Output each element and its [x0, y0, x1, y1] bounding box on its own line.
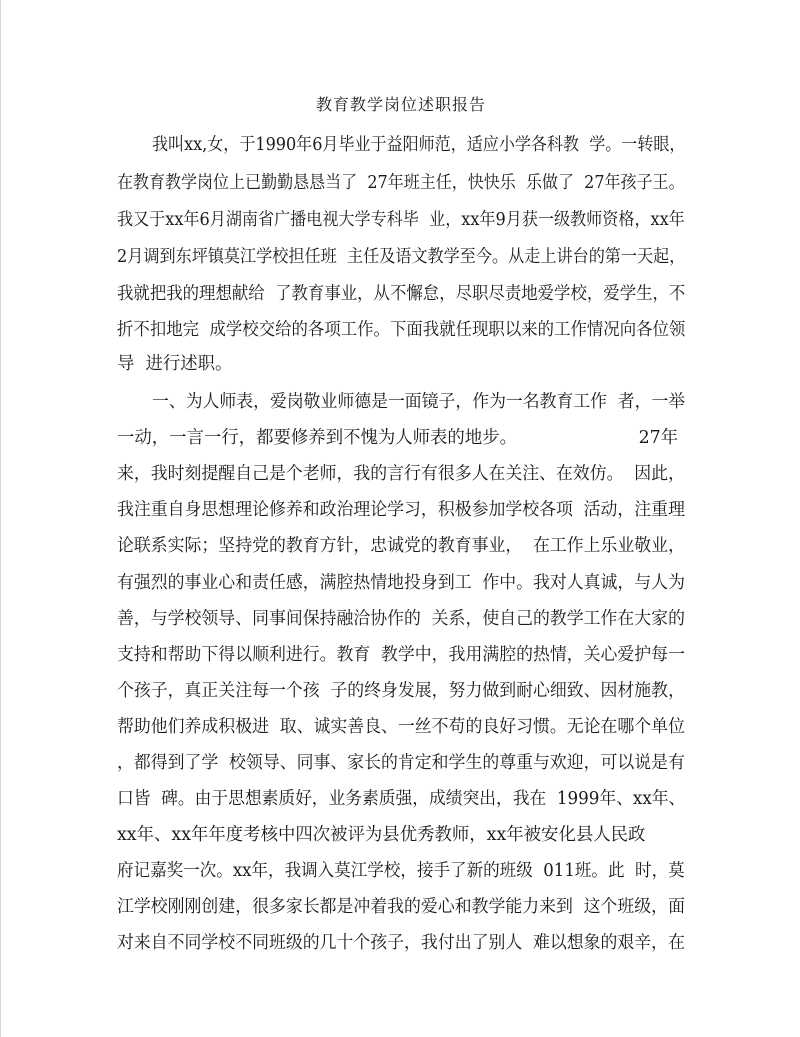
paragraph-line: 我又于xx年6月湖南省广播电视大学专科毕 业，xx年9月获一级教师资格，xx年 — [117, 210, 685, 230]
paragraph-line: 导 进行述职。 — [117, 354, 233, 374]
paragraph-line: 一动，一言一行，都要修养到不愧为人师表的地步。 27年 — [117, 428, 679, 448]
paragraph-line: 我叫xx,女，于1990年6月毕业于益阳师范，适应小学各科教 学。一转眼， — [152, 135, 686, 155]
paragraph-line: 帮助他们养成积极进 取、诚实善良、一丝不苟的良好习惯。无论在哪个单位 — [117, 717, 685, 737]
paragraph-line: 来，我时刻提醒自己是个老师，我的言行有很多人在关注、在效仿。 因此， — [117, 464, 685, 484]
paragraph-line: 对来自不同学校不同班级的几十个孩子，我付出了别人 难以想象的艰辛，在 — [117, 933, 685, 953]
paragraph-line: 论联系实际；坚持党的教育方针，忠诚党的教育事业， 在工作上乐业敬业， — [117, 536, 685, 556]
paragraph-line: 支持和帮助下得以顺利进行。教育 教学中，我用满腔的热情，关心爱护每一 — [117, 645, 685, 665]
paragraph-line: ，都得到了学 校领导、同事、家长的肯定和学生的尊重与欢迎，可以说是有 — [117, 753, 685, 773]
paragraph-line: 折不扣地完 成学校交给的各项工作。下面我就任现职以来的工作情况向各位领 — [117, 320, 686, 340]
paragraph-line: 2月调到东坪镇莫江学校担任班 主任及语文教学至今。从走上讲台的第一天起， — [117, 247, 686, 267]
paragraph-line: 府记嘉奖一次。xx年，我调入莫江学校，接手了新的班级 011班。此 时，莫 — [117, 861, 685, 881]
paragraph-line: 个孩子，真正关注每一个孩 子的终身发展，努力做到耐心细致、因材施教， — [117, 681, 685, 701]
paragraph-line: 善，与学校领导、同事间保持融洽协作的 关系，使自己的教学工作在大家的 — [117, 609, 685, 629]
paragraph-line: 我注重自身思想理论修养和政治理论学习，积极参加学校各项 活动，注重理 — [117, 500, 685, 520]
paragraph-line: 一、为人师表，爱岗敬业师德是一面镜子，作为一名教育工作 者，一举 — [152, 392, 686, 412]
paragraph-line: 我就把我的理想献给 了教育事业，从不懈怠，尽职尽责地爱学校，爱学生，不 — [117, 284, 686, 304]
paragraph-line: xx年、xx年年度考核中四次被评为县优秀教师，xx年被安化县人民政 — [117, 825, 646, 845]
paragraph-line: 口皆 碑。由于思想素质好，业务素质强，成绩突出，我在 1999年、xx年、 — [117, 789, 686, 809]
paragraph-line: 在教育教学岗位上已勤勤恳恳当了 27年班主任，快快乐 乐做了 27年孩子王。 — [117, 173, 685, 193]
document-title: 教育教学岗位述职报告 — [315, 95, 486, 114]
paragraph-line: 有强烈的事业心和责任感，满腔热情地投身到工 作中。我对人真诚，与人为 — [117, 573, 685, 593]
paragraph-line: 江学校刚刚创建，很多家长都是冲着我的爱心和教学能力来到 这个班级，面 — [117, 897, 685, 917]
